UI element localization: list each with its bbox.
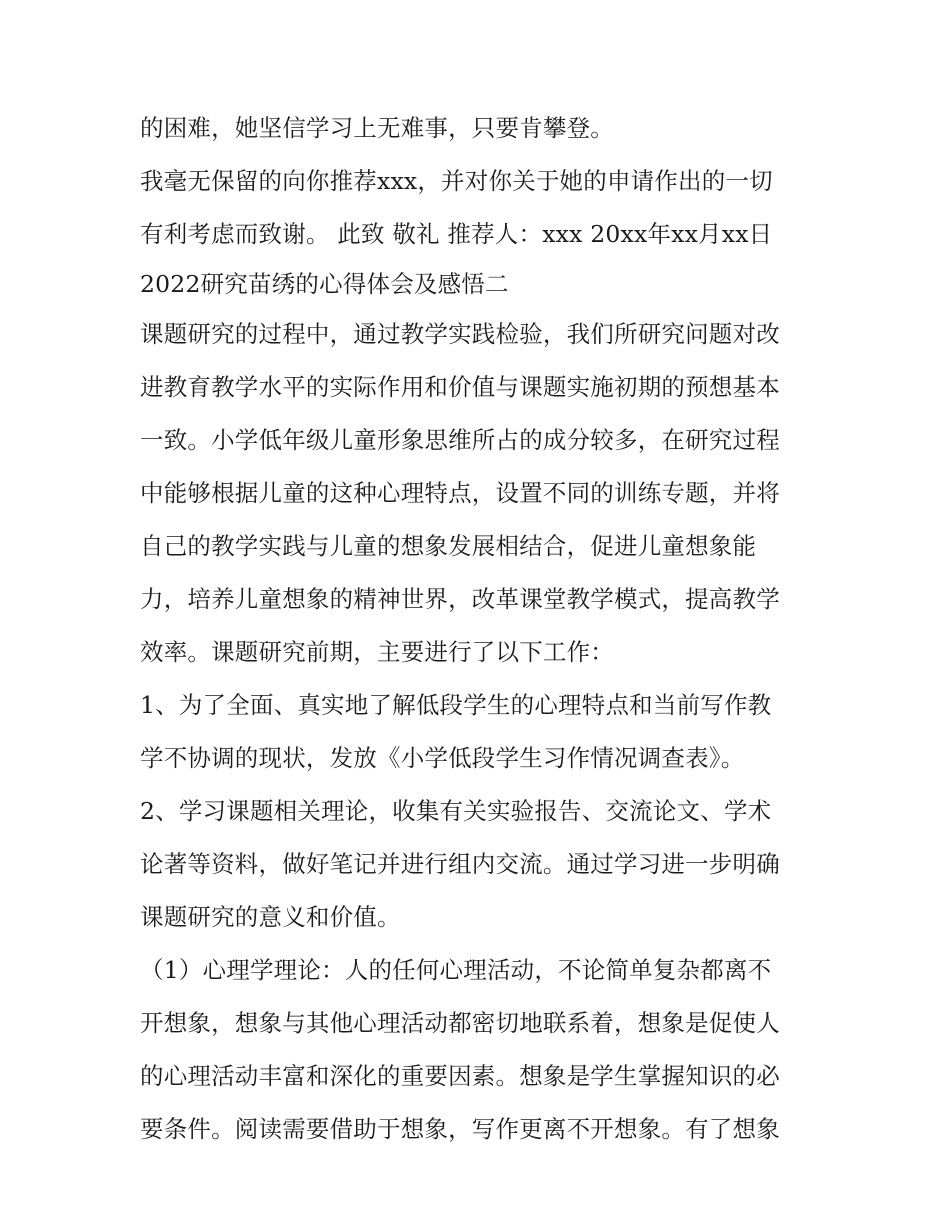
text-line: 效率。课题研究前期，主要进行了以下工作： bbox=[140, 638, 614, 666]
text-line: 我毫无保留的向你推荐xxx，并对你关于她的申请作出的一切 bbox=[140, 167, 773, 195]
text-line: 进教育教学水平的实际作用和价值与课题实施初期的预想基本 bbox=[140, 373, 780, 401]
text-line: 1、为了全面、真实地了解低段学生的心理特点和当前写作教 bbox=[140, 691, 772, 719]
text-line: （1）心理学理论：人的任何心理活动，不论简单复杂都离不 bbox=[140, 956, 772, 984]
text-line: 力，培养儿童想象的精神世界，改革课堂教学模式，提高教学 bbox=[140, 585, 780, 613]
text-line: 课题研究的意义和价值。 bbox=[140, 903, 401, 931]
section-heading: 2022研究苗绣的心得体会及感悟二 bbox=[140, 270, 509, 298]
text-line: 有利考虑而致谢。 此致 敬礼 推荐人：xxx 20xx年xx月xx日 bbox=[140, 220, 773, 248]
text-line: 中能够根据儿童的这种心理特点，设置不同的训练专题，并将 bbox=[140, 479, 780, 507]
text-line: 开想象，想象与其他心理活动都密切地联系着，想象是促使人 bbox=[140, 1009, 780, 1037]
text-line: 的困难，她坚信学习上无难事，只要肯攀登。 bbox=[140, 114, 614, 142]
text-line: 学不协调的现状，发放《小学低段学生习作情况调查表》。 bbox=[140, 744, 745, 772]
text-line: 论著等资料，做好笔记并进行组内交流。通过学习进一步明确 bbox=[140, 850, 780, 878]
text-line: 一致。小学低年级儿童形象思维所占的成分较多，在研究过程 bbox=[140, 426, 780, 454]
text-line: 2、学习课题相关理论，收集有关实验报告、交流论文、学术 bbox=[140, 797, 772, 825]
text-line: 的心理活动丰富和深化的重要因素。想象是学生掌握知识的必 bbox=[140, 1062, 780, 1090]
text-line: 要条件。阅读需要借助于想象，写作更离不开想象。有了想象 bbox=[140, 1115, 780, 1143]
text-line: 自己的教学实践与儿童的想象发展相结合，促进儿童想象能 bbox=[140, 532, 757, 560]
text-line: 课题研究的过程中，通过教学实践检验，我们所研究问题对改 bbox=[140, 320, 780, 348]
